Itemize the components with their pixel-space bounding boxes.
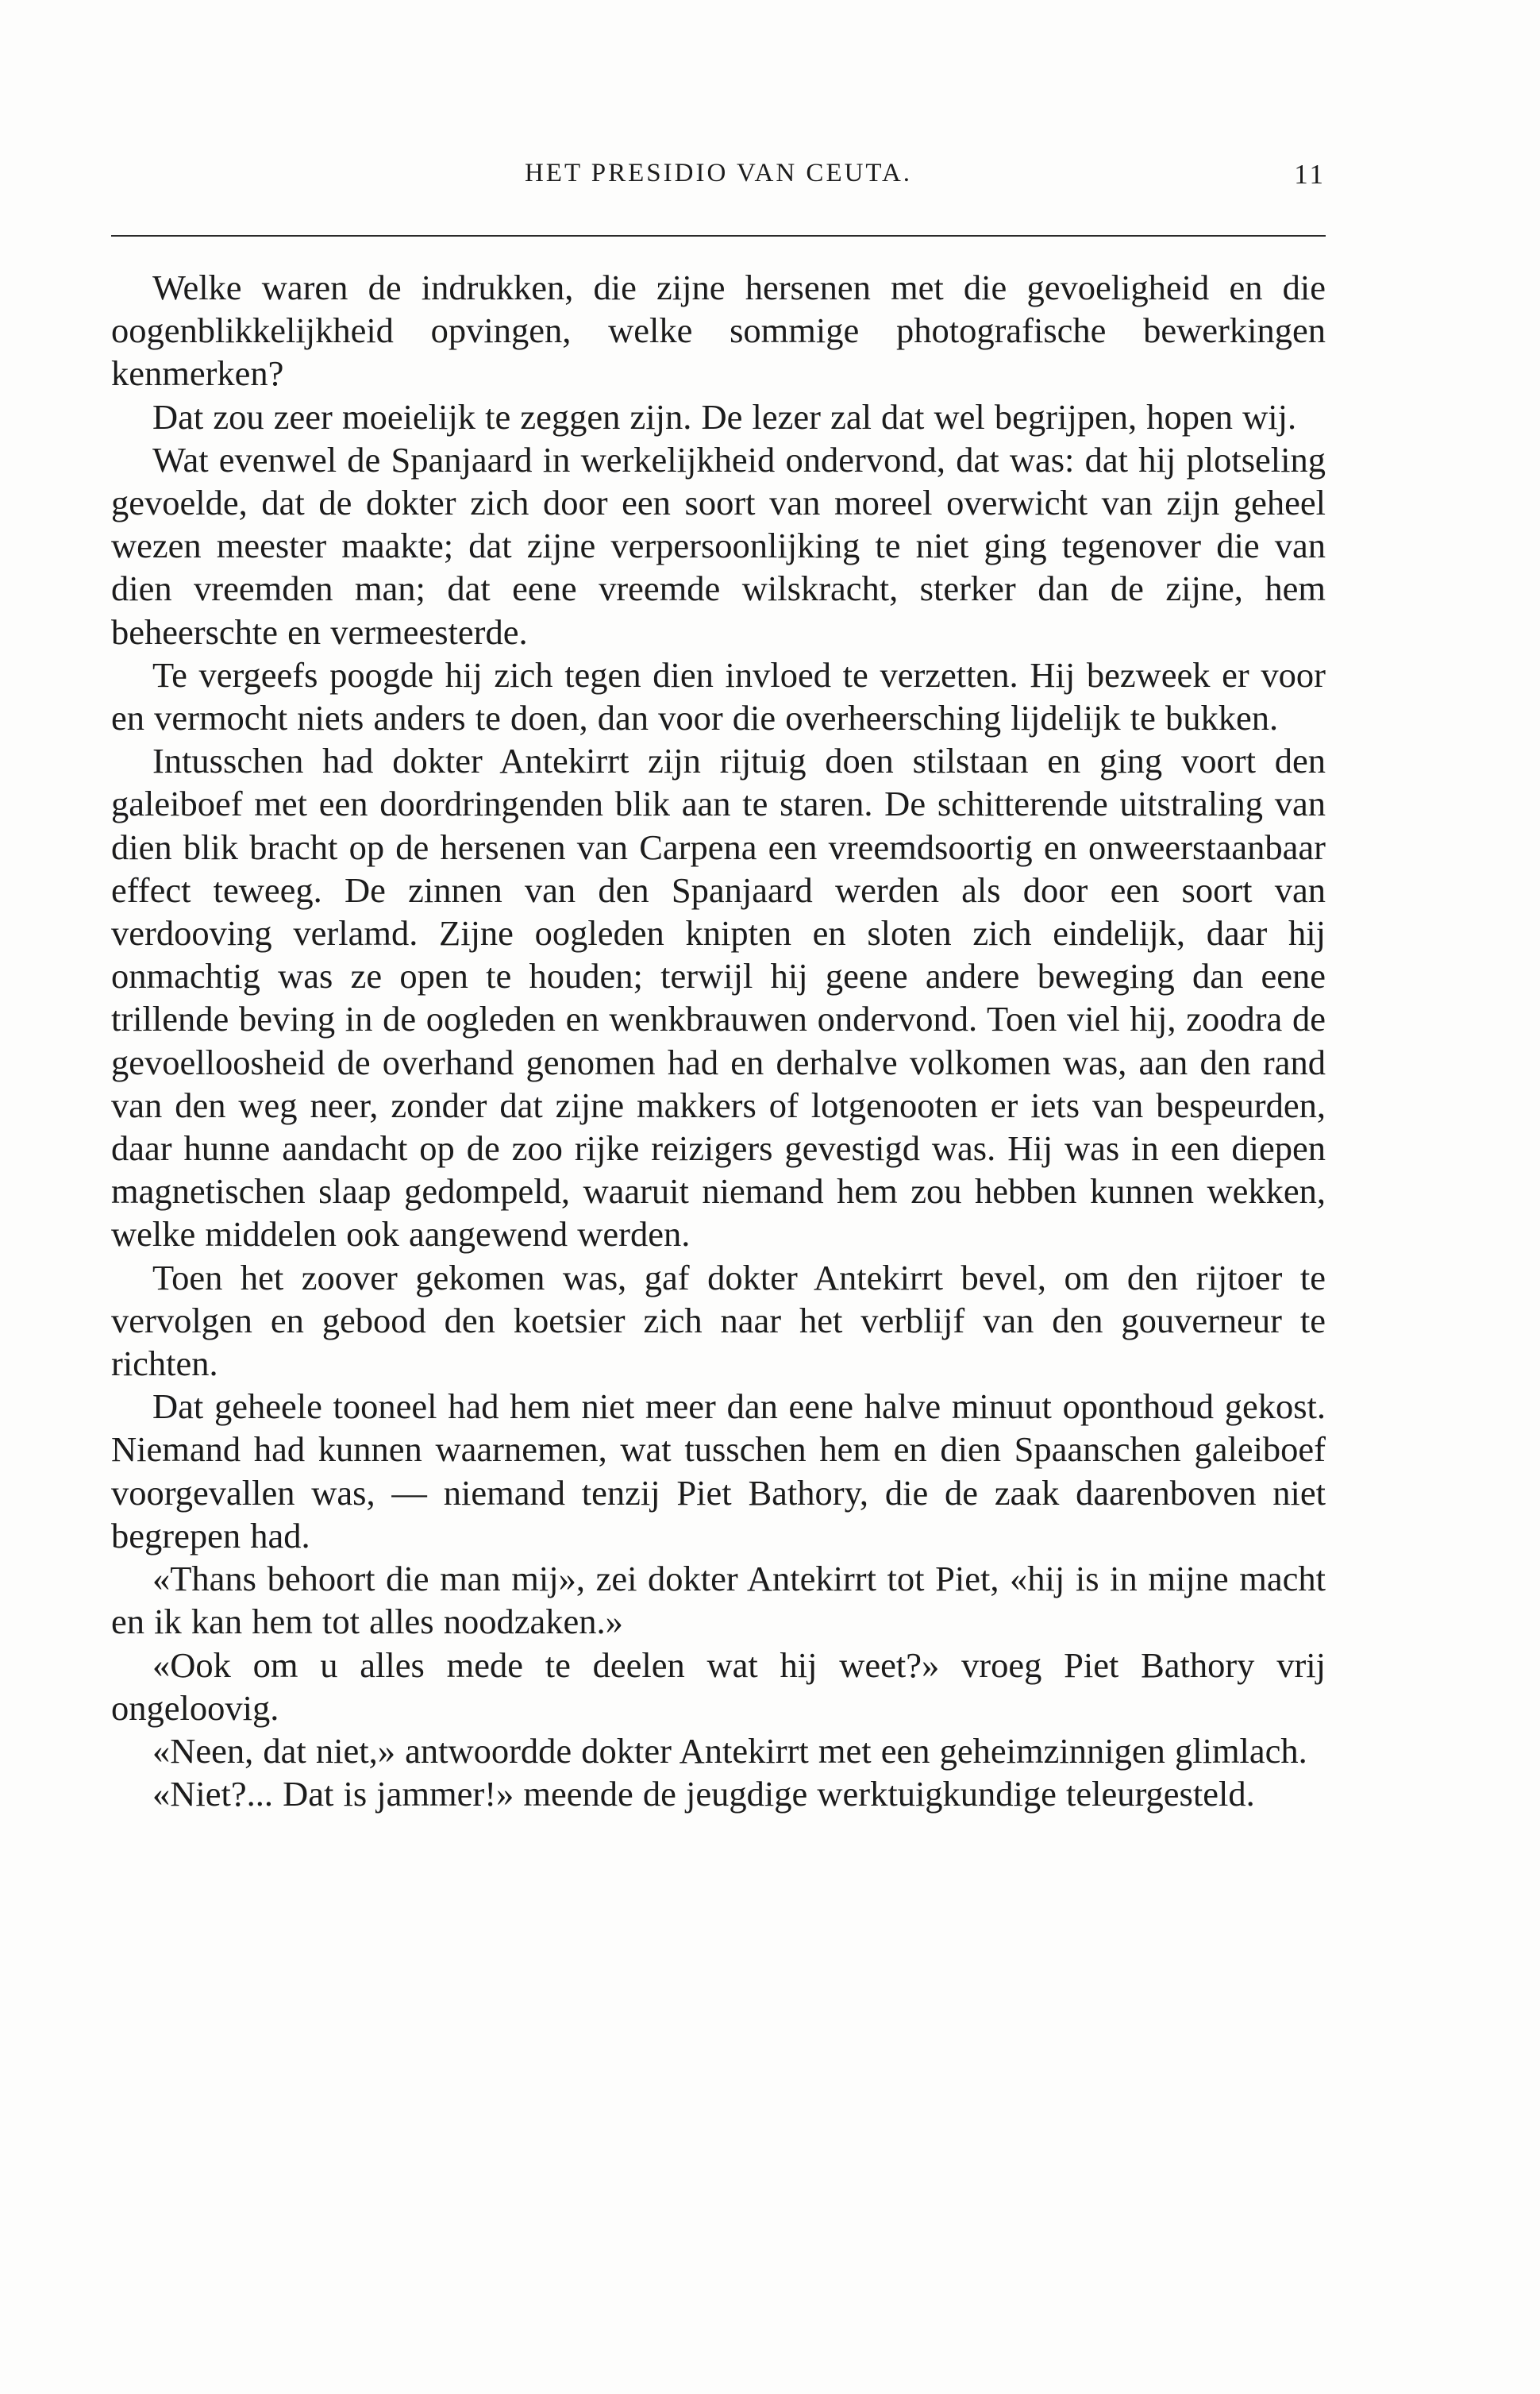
paragraph: «Thans behoort die man mij», zei dokter Antekirrt tot Piet, «hij is in mijne macht en ik kan hem tot alles noodzaken.»: [111, 1559, 1326, 1642]
paragraph: «Niet?... Dat is jammer!» meende de jeugdige werktuigkundige teleurgesteld.: [152, 1774, 1255, 1814]
paragraph: «Ook om u alles mede te deelen wat hij weet?» vroeg Piet Bathory vrij ongeloovig.: [111, 1644, 1326, 1728]
running-head: [111, 159, 1326, 206]
page-number: 11: [1294, 159, 1326, 190]
header-rule: [111, 235, 1326, 237]
paragraph: Dat zou zeer moeielijk te zeggen zijn. De lezer zal dat wel begrijpen, hopen wij.: [152, 396, 1297, 437]
text-body: [111, 266, 1326, 1815]
paragraph: «Neen, dat niet,» antwoordde dokter Antekirrt met een geheimzinnigen glimlach.: [152, 1730, 1307, 1771]
paragraph: Welke waren de indrukken, die zijne hersenen met die gevoeligheid en die oogenblikkelijkheid opvingen, welke sommige photografische bewerkingen kenmerken?: [111, 268, 1326, 394]
paragraph: Te vergeefs poogde hij zich tegen dien invloed te verzetten. Hij bezweek er voor en vermocht niets anders te doen, dan voor die overheersching lijdelijk te bukken.: [111, 654, 1326, 738]
paragraph: Dat geheele tooneel had hem niet meer dan eene halve minuut oponthoud gekost. Niemand had kunnen waarnemen, wat tusschen hem en dien Spaanschen galeiboef voorgevallen was, — niemand tenzij Piet Bathory, die de zaak daarenboven niet begrepen had.: [111, 1386, 1326, 1556]
paragraph: Toen het zoover gekomen was, gaf dokter Antekirrt bevel, om den rijtoer te vervolgen en gebood den koetsier zich naar het verblijf van den gouverneur te richten.: [111, 1257, 1326, 1384]
paragraph: Intusschen had dokter Antekirrt zijn rijtuig doen stilstaan en ging voort den galeiboef met een doordringenden blik aan te staren. De schitterende uitstraling van dien blik bracht op de hersenen van Carpena een vreemdsoortig en onweerstaanbaar effect teweeg. De zinnen van den Spanjaard werden als door een soort van verdooving verlamd. Zijne oogleden knipten en sloten zich eindelijk, daar hij onmachtig was ze open te houden; terwijl hij geene andere beweging dan eene trillende beving in de oogleden en wenkbrauwen ondervond. Toen viel hij, zoodra de gevoelloosheid de overhand genomen had en derhalve volkomen was, aan den rand van den weg neer, zonder dat zijne makkers of lotgenooten er iets van bespeurden, daar hunne aandacht op de zoo rijke reizigers gevestigd was. Hij was in een diepen magnetischen slaap gedompeld, waaruit niemand hem zou hebben kunnen wekken, welke middelen ook aangewend werden.: [111, 741, 1326, 1255]
paragraph: Wat evenwel de Spanjaard in werkelijkheid ondervond, dat was: dat hij plotseling gevoelde, dat de dokter zich door een soort van moreel overwicht van zijn geheel wezen meester maakte; dat zijne verpersoonlijking te niet ging tegenover die van dien vreemden man; dat eene vreemde wilskracht, sterker dan de zijne, hem beheerschte en vermeesterde.: [111, 439, 1326, 652]
running-title: HET PRESIDIO VAN CEUTA.: [524, 159, 913, 187]
